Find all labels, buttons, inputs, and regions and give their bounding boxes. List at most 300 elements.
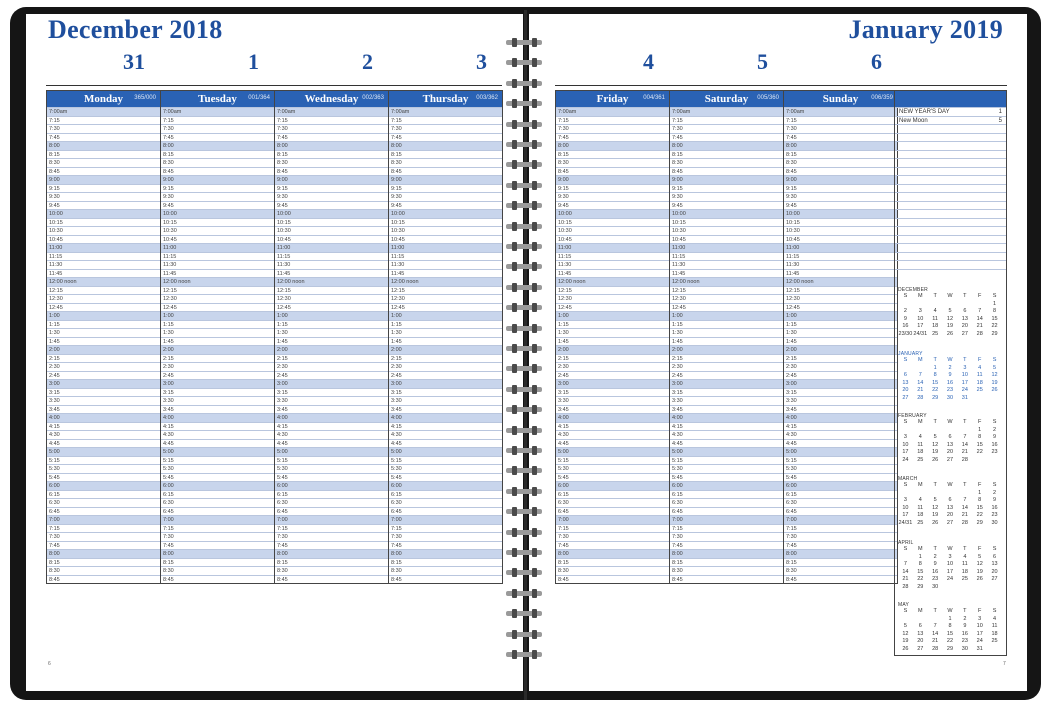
time-slot[interactable]: 9:15 <box>47 184 160 193</box>
time-slot[interactable]: 1:00 <box>784 311 897 320</box>
time-slot[interactable]: 7:45 <box>784 133 897 142</box>
time-slot[interactable]: 8:15 <box>784 558 897 567</box>
time-slot[interactable]: 10:00 <box>670 209 783 218</box>
time-slot[interactable]: 7:45 <box>161 541 274 550</box>
time-slot[interactable]: 12:00 noon <box>47 277 160 286</box>
time-slot[interactable]: 7:45 <box>670 541 783 550</box>
time-slot[interactable]: 2:00 <box>556 345 669 354</box>
time-slot[interactable]: 6:45 <box>784 507 897 516</box>
note-line[interactable] <box>895 107 1006 116</box>
time-slot[interactable]: 4:45 <box>275 439 388 448</box>
time-slot[interactable]: 12:30 <box>389 294 502 303</box>
time-slot[interactable]: 5:45 <box>161 473 274 482</box>
time-slot[interactable]: 6:00 <box>389 481 502 490</box>
time-slot[interactable]: 10:30 <box>670 226 783 235</box>
time-slot[interactable]: 3:00 <box>161 379 274 388</box>
time-slot[interactable]: 10:00 <box>784 209 897 218</box>
time-slot[interactable]: 4:45 <box>784 439 897 448</box>
time-slot[interactable]: 8:00 <box>47 141 160 150</box>
time-slot[interactable]: 10:30 <box>556 226 669 235</box>
time-slot[interactable]: 12:15 <box>556 286 669 295</box>
time-slot[interactable]: 6:00 <box>161 481 274 490</box>
time-slot[interactable]: 8:45 <box>784 575 897 584</box>
time-slot[interactable]: 4:15 <box>389 422 502 431</box>
time-slot[interactable]: 12:15 <box>389 286 502 295</box>
time-slot[interactable]: 12:45 <box>556 303 669 312</box>
time-slot[interactable]: 10:00 <box>161 209 274 218</box>
time-slot[interactable]: 10:45 <box>161 235 274 244</box>
time-slot[interactable]: 8:30 <box>275 158 388 167</box>
time-slot[interactable]: 7:45 <box>389 133 502 142</box>
time-slot[interactable]: 7:45 <box>556 541 669 550</box>
time-slot[interactable]: 1:15 <box>389 320 502 329</box>
time-slot[interactable]: 8:30 <box>670 158 783 167</box>
time-slot[interactable]: 7:30 <box>670 532 783 541</box>
time-slot[interactable]: 7:30 <box>784 124 897 133</box>
time-slot[interactable]: 11:00 <box>275 243 388 252</box>
time-slot[interactable]: 11:15 <box>47 252 160 261</box>
time-slot[interactable]: 10:30 <box>389 226 502 235</box>
time-slot[interactable]: 7:15 <box>556 524 669 533</box>
time-slot[interactable]: 5:15 <box>47 456 160 465</box>
time-slot[interactable]: 4:45 <box>556 439 669 448</box>
time-slot[interactable]: 9:45 <box>784 201 897 210</box>
time-slot[interactable]: 11:15 <box>670 252 783 261</box>
time-slot[interactable]: 2:30 <box>670 362 783 371</box>
time-slot[interactable]: 7:30 <box>784 532 897 541</box>
time-slot[interactable]: 11:45 <box>556 269 669 278</box>
time-slot[interactable]: 5:45 <box>47 473 160 482</box>
time-slot[interactable]: 7:30 <box>556 124 669 133</box>
time-slot[interactable]: 8:30 <box>161 566 274 575</box>
time-slot[interactable]: 5:15 <box>161 456 274 465</box>
time-slot[interactable]: 6:30 <box>556 498 669 507</box>
time-slot[interactable]: 7:45 <box>47 133 160 142</box>
time-slot[interactable]: 11:30 <box>556 260 669 269</box>
time-slot[interactable]: 12:45 <box>161 303 274 312</box>
time-slot[interactable]: 8:15 <box>670 558 783 567</box>
time-slot[interactable]: 10:45 <box>275 235 388 244</box>
time-slot[interactable]: 7:30 <box>161 124 274 133</box>
time-slot[interactable]: 6:15 <box>389 490 502 499</box>
time-slot[interactable]: 1:00 <box>161 311 274 320</box>
time-slot[interactable]: 11:15 <box>275 252 388 261</box>
time-slot[interactable]: 8:00 <box>389 549 502 558</box>
time-slot[interactable]: 5:15 <box>784 456 897 465</box>
time-slot[interactable]: 12:30 <box>556 294 669 303</box>
time-slot[interactable]: 11:30 <box>275 260 388 269</box>
time-slot[interactable]: 7:15 <box>161 524 274 533</box>
time-slot[interactable]: 9:45 <box>670 201 783 210</box>
time-slot[interactable]: 3:45 <box>670 405 783 414</box>
time-slot[interactable]: 1:00 <box>556 311 669 320</box>
time-slot[interactable]: 4:15 <box>161 422 274 431</box>
time-slot[interactable]: 8:45 <box>670 575 783 584</box>
time-slot[interactable]: 7:00 <box>389 515 502 524</box>
time-slot[interactable]: 5:30 <box>784 464 897 473</box>
time-slot[interactable]: 7:45 <box>389 541 502 550</box>
note-line[interactable] <box>895 124 1006 133</box>
time-slot[interactable]: 1:15 <box>556 320 669 329</box>
time-slot[interactable]: 10:45 <box>389 235 502 244</box>
time-slot[interactable]: 3:00 <box>670 379 783 388</box>
time-slot[interactable]: 12:00 noon <box>389 277 502 286</box>
time-slot[interactable]: 4:15 <box>47 422 160 431</box>
time-slot[interactable]: 4:45 <box>389 439 502 448</box>
time-slot[interactable]: 10:45 <box>784 235 897 244</box>
time-slot[interactable]: 4:00 <box>670 413 783 422</box>
time-slot[interactable]: 8:45 <box>161 167 274 176</box>
time-slot[interactable]: 9:00 <box>556 175 669 184</box>
time-slot[interactable]: 3:45 <box>389 405 502 414</box>
time-slot[interactable]: 6:30 <box>784 498 897 507</box>
time-slot[interactable]: 10:15 <box>556 218 669 227</box>
time-slot[interactable]: 12:45 <box>389 303 502 312</box>
time-slot[interactable]: 10:15 <box>389 218 502 227</box>
time-slot[interactable]: 7:00am <box>275 107 388 116</box>
time-slot[interactable]: 7:30 <box>47 532 160 541</box>
time-slot[interactable]: 12:15 <box>784 286 897 295</box>
time-slot[interactable]: 7:15 <box>47 524 160 533</box>
time-slot[interactable]: 6:00 <box>275 481 388 490</box>
time-slot[interactable]: 12:30 <box>161 294 274 303</box>
time-slot[interactable]: 2:15 <box>670 354 783 363</box>
time-slot[interactable]: 2:15 <box>556 354 669 363</box>
time-slot[interactable]: 10:15 <box>670 218 783 227</box>
time-slot[interactable]: 9:30 <box>389 192 502 201</box>
time-slot[interactable]: 4:00 <box>161 413 274 422</box>
time-slot[interactable]: 8:45 <box>556 167 669 176</box>
time-slot[interactable]: 8:15 <box>784 150 897 159</box>
time-slot[interactable]: 6:15 <box>47 490 160 499</box>
time-slot[interactable]: 8:00 <box>275 549 388 558</box>
time-slot[interactable]: 12:45 <box>784 303 897 312</box>
time-slot[interactable]: 9:30 <box>47 192 160 201</box>
time-slot[interactable]: 8:45 <box>275 167 388 176</box>
time-slot[interactable]: 11:30 <box>784 260 897 269</box>
time-slot[interactable]: 9:15 <box>784 184 897 193</box>
time-slot[interactable]: 6:00 <box>556 481 669 490</box>
time-slot[interactable]: 4:30 <box>389 430 502 439</box>
time-slot[interactable]: 2:15 <box>389 354 502 363</box>
time-slot[interactable]: 10:15 <box>161 218 274 227</box>
time-slot[interactable]: 8:15 <box>670 150 783 159</box>
time-slot[interactable]: 7:45 <box>670 133 783 142</box>
time-slot[interactable]: 6:00 <box>47 481 160 490</box>
time-slot[interactable]: 8:45 <box>784 167 897 176</box>
time-slot[interactable]: 12:45 <box>47 303 160 312</box>
time-slot[interactable]: 1:45 <box>556 337 669 346</box>
time-slot[interactable]: 4:00 <box>47 413 160 422</box>
time-slot[interactable]: 7:00am <box>389 107 502 116</box>
time-slot[interactable]: 1:15 <box>670 320 783 329</box>
time-slot[interactable]: 7:15 <box>784 524 897 533</box>
time-slot[interactable]: 7:45 <box>275 541 388 550</box>
note-line[interactable] <box>895 167 1006 176</box>
time-slot[interactable]: 8:30 <box>389 566 502 575</box>
note-line[interactable] <box>895 184 1006 193</box>
time-slot[interactable]: 6:45 <box>47 507 160 516</box>
time-slot[interactable]: 3:00 <box>389 379 502 388</box>
time-slot[interactable]: 5:45 <box>784 473 897 482</box>
time-slot[interactable]: 8:45 <box>47 575 160 584</box>
time-slot[interactable]: 12:30 <box>670 294 783 303</box>
time-slot[interactable]: 4:00 <box>556 413 669 422</box>
time-slot[interactable]: 6:30 <box>161 498 274 507</box>
time-slot[interactable]: 7:15 <box>784 116 897 125</box>
time-slot[interactable]: 3:30 <box>161 396 274 405</box>
time-slot[interactable]: 8:30 <box>275 566 388 575</box>
time-slot[interactable]: 8:30 <box>389 158 502 167</box>
note-line[interactable] <box>895 116 1006 125</box>
time-slot[interactable]: 1:30 <box>784 328 897 337</box>
time-slot[interactable]: 3:30 <box>47 396 160 405</box>
time-slot[interactable]: 12:30 <box>784 294 897 303</box>
time-slot[interactable]: 8:00 <box>784 141 897 150</box>
time-slot[interactable]: 8:15 <box>47 150 160 159</box>
time-slot[interactable]: 3:30 <box>389 396 502 405</box>
time-slot[interactable]: 9:15 <box>389 184 502 193</box>
time-slot[interactable]: 8:30 <box>784 566 897 575</box>
time-slot[interactable]: 2:30 <box>784 362 897 371</box>
time-slot[interactable]: 2:30 <box>161 362 274 371</box>
time-slot[interactable]: 10:45 <box>47 235 160 244</box>
time-slot[interactable]: 7:30 <box>556 532 669 541</box>
time-slot[interactable]: 7:30 <box>275 532 388 541</box>
time-slot[interactable]: 1:30 <box>556 328 669 337</box>
time-slot[interactable]: 9:30 <box>275 192 388 201</box>
time-slot[interactable]: 11:45 <box>389 269 502 278</box>
time-slot[interactable]: 3:15 <box>556 388 669 397</box>
time-slot[interactable]: 7:45 <box>47 541 160 550</box>
time-slot[interactable]: 1:15 <box>47 320 160 329</box>
time-slot[interactable]: 8:45 <box>670 167 783 176</box>
time-slot[interactable]: 11:00 <box>47 243 160 252</box>
time-slot[interactable]: 6:45 <box>556 507 669 516</box>
time-slot[interactable]: 9:15 <box>556 184 669 193</box>
time-slot[interactable]: 10:30 <box>47 226 160 235</box>
time-slot[interactable]: 1:45 <box>275 337 388 346</box>
time-slot[interactable]: 2:45 <box>275 371 388 380</box>
time-slot[interactable]: 8:00 <box>670 549 783 558</box>
time-slot[interactable]: 7:00am <box>161 107 274 116</box>
time-slot[interactable]: 5:45 <box>556 473 669 482</box>
time-slot[interactable]: 2:00 <box>389 345 502 354</box>
time-slot[interactable]: 2:45 <box>556 371 669 380</box>
time-slot[interactable]: 8:00 <box>275 141 388 150</box>
time-slot[interactable]: 11:00 <box>670 243 783 252</box>
time-slot[interactable]: 11:15 <box>161 252 274 261</box>
time-slot[interactable]: 4:00 <box>275 413 388 422</box>
time-slot[interactable]: 11:30 <box>161 260 274 269</box>
time-slot[interactable]: 7:00am <box>47 107 160 116</box>
time-slot[interactable]: 8:00 <box>161 141 274 150</box>
time-slot[interactable]: 9:00 <box>161 175 274 184</box>
time-slot[interactable]: 1:30 <box>389 328 502 337</box>
time-slot[interactable]: 5:00 <box>784 447 897 456</box>
time-slot[interactable]: 3:45 <box>161 405 274 414</box>
time-slot[interactable]: 9:00 <box>670 175 783 184</box>
time-slot[interactable]: 7:30 <box>389 532 502 541</box>
note-line[interactable] <box>895 226 1006 235</box>
time-slot[interactable]: 8:15 <box>47 558 160 567</box>
time-slot[interactable]: 3:15 <box>670 388 783 397</box>
time-slot[interactable]: 7:15 <box>47 116 160 125</box>
time-slot[interactable]: 8:30 <box>47 158 160 167</box>
time-slot[interactable]: 12:15 <box>161 286 274 295</box>
time-slot[interactable]: 3:30 <box>784 396 897 405</box>
time-slot[interactable]: 4:30 <box>161 430 274 439</box>
time-slot[interactable]: 3:45 <box>556 405 669 414</box>
time-slot[interactable]: 8:15 <box>389 150 502 159</box>
time-slot[interactable]: 10:30 <box>161 226 274 235</box>
time-slot[interactable]: 11:45 <box>670 269 783 278</box>
time-slot[interactable]: 12:30 <box>275 294 388 303</box>
time-slot[interactable]: 9:30 <box>784 192 897 201</box>
time-slot[interactable]: 8:15 <box>389 558 502 567</box>
time-slot[interactable]: 7:15 <box>389 116 502 125</box>
time-slot[interactable]: 8:30 <box>784 158 897 167</box>
time-slot[interactable]: 9:45 <box>161 201 274 210</box>
time-slot[interactable]: 9:30 <box>670 192 783 201</box>
time-slot[interactable]: 2:45 <box>161 371 274 380</box>
note-line[interactable] <box>895 201 1006 210</box>
time-slot[interactable]: 7:30 <box>275 124 388 133</box>
time-slot[interactable]: 8:00 <box>556 549 669 558</box>
time-slot[interactable]: 9:15 <box>275 184 388 193</box>
time-slot[interactable]: 2:15 <box>784 354 897 363</box>
time-slot[interactable]: 5:15 <box>275 456 388 465</box>
time-slot[interactable]: 11:00 <box>784 243 897 252</box>
time-slot[interactable]: 3:30 <box>556 396 669 405</box>
time-slot[interactable]: 3:45 <box>275 405 388 414</box>
time-slot[interactable]: 8:45 <box>389 575 502 584</box>
time-slot[interactable]: 5:45 <box>275 473 388 482</box>
time-slot[interactable]: 4:30 <box>275 430 388 439</box>
time-slot[interactable]: 8:00 <box>47 549 160 558</box>
time-slot[interactable]: 5:30 <box>275 464 388 473</box>
time-slot[interactable]: 8:15 <box>161 558 274 567</box>
note-line[interactable] <box>895 243 1006 252</box>
time-slot[interactable]: 9:45 <box>47 201 160 210</box>
time-slot[interactable]: 7:15 <box>670 116 783 125</box>
time-slot[interactable]: 7:15 <box>670 524 783 533</box>
time-slot[interactable]: 8:30 <box>556 566 669 575</box>
time-slot[interactable]: 3:15 <box>784 388 897 397</box>
time-slot[interactable]: 11:15 <box>556 252 669 261</box>
time-slot[interactable]: 5:00 <box>275 447 388 456</box>
time-slot[interactable]: 5:00 <box>389 447 502 456</box>
time-slot[interactable]: 8:15 <box>556 558 669 567</box>
time-slot[interactable]: 1:45 <box>389 337 502 346</box>
time-slot[interactable]: 3:15 <box>161 388 274 397</box>
time-slot[interactable]: 9:45 <box>556 201 669 210</box>
time-slot[interactable]: 4:15 <box>670 422 783 431</box>
time-slot[interactable]: 11:45 <box>275 269 388 278</box>
time-slot[interactable]: 5:15 <box>670 456 783 465</box>
note-line[interactable] <box>895 260 1006 269</box>
time-slot[interactable]: 7:00am <box>670 107 783 116</box>
time-slot[interactable]: 7:00 <box>47 515 160 524</box>
time-slot[interactable]: 1:30 <box>275 328 388 337</box>
note-line[interactable] <box>895 141 1006 150</box>
time-slot[interactable]: 2:45 <box>670 371 783 380</box>
time-slot[interactable]: 8:00 <box>784 549 897 558</box>
time-slot[interactable]: 7:30 <box>161 532 274 541</box>
time-slot[interactable]: 8:30 <box>161 158 274 167</box>
time-slot[interactable]: 3:30 <box>670 396 783 405</box>
time-slot[interactable]: 1:30 <box>47 328 160 337</box>
time-slot[interactable]: 10:00 <box>47 209 160 218</box>
time-slot[interactable]: 2:30 <box>556 362 669 371</box>
note-line[interactable] <box>895 218 1006 227</box>
time-slot[interactable]: 2:30 <box>275 362 388 371</box>
time-slot[interactable]: 8:15 <box>275 150 388 159</box>
time-slot[interactable]: 10:15 <box>275 218 388 227</box>
time-slot[interactable]: 5:00 <box>556 447 669 456</box>
time-slot[interactable]: 5:15 <box>556 456 669 465</box>
time-slot[interactable]: 6:30 <box>670 498 783 507</box>
time-slot[interactable]: 8:00 <box>670 141 783 150</box>
time-slot[interactable]: 10:45 <box>670 235 783 244</box>
time-slot[interactable]: 11:00 <box>556 243 669 252</box>
time-slot[interactable]: 5:15 <box>389 456 502 465</box>
time-slot[interactable]: 12:15 <box>670 286 783 295</box>
time-slot[interactable]: 7:45 <box>784 541 897 550</box>
time-slot[interactable]: 4:45 <box>161 439 274 448</box>
time-slot[interactable]: 5:30 <box>161 464 274 473</box>
time-slot[interactable]: 8:45 <box>275 575 388 584</box>
time-slot[interactable]: 9:00 <box>784 175 897 184</box>
time-slot[interactable]: 8:30 <box>47 566 160 575</box>
time-slot[interactable]: 11:15 <box>389 252 502 261</box>
time-slot[interactable]: 10:45 <box>556 235 669 244</box>
time-slot[interactable]: 6:30 <box>389 498 502 507</box>
time-slot[interactable]: 3:30 <box>275 396 388 405</box>
time-slot[interactable]: 12:45 <box>670 303 783 312</box>
time-slot[interactable]: 3:00 <box>556 379 669 388</box>
time-slot[interactable]: 7:45 <box>161 133 274 142</box>
time-slot[interactable]: 1:45 <box>161 337 274 346</box>
time-slot[interactable]: 7:30 <box>670 124 783 133</box>
time-slot[interactable]: 6:30 <box>275 498 388 507</box>
time-slot[interactable]: 11:45 <box>47 269 160 278</box>
time-slot[interactable]: 11:45 <box>161 269 274 278</box>
time-slot[interactable]: 9:00 <box>47 175 160 184</box>
time-slot[interactable]: 4:30 <box>47 430 160 439</box>
time-slot[interactable]: 9:00 <box>275 175 388 184</box>
time-slot[interactable]: 2:45 <box>389 371 502 380</box>
time-slot[interactable]: 8:45 <box>389 167 502 176</box>
time-slot[interactable]: 5:00 <box>47 447 160 456</box>
time-slot[interactable]: 7:30 <box>389 124 502 133</box>
time-slot[interactable]: 3:45 <box>784 405 897 414</box>
time-slot[interactable]: 7:00 <box>275 515 388 524</box>
time-slot[interactable]: 5:45 <box>670 473 783 482</box>
time-slot[interactable]: 7:45 <box>275 133 388 142</box>
time-slot[interactable]: 8:30 <box>556 158 669 167</box>
time-slot[interactable]: 12:45 <box>275 303 388 312</box>
time-slot[interactable]: 9:30 <box>556 192 669 201</box>
time-slot[interactable]: 1:15 <box>784 320 897 329</box>
time-slot[interactable]: 2:45 <box>47 371 160 380</box>
time-slot[interactable]: 12:30 <box>47 294 160 303</box>
time-slot[interactable]: 8:00 <box>556 141 669 150</box>
time-slot[interactable]: 4:00 <box>389 413 502 422</box>
time-slot[interactable]: 7:15 <box>389 524 502 533</box>
time-slot[interactable]: 7:00am <box>784 107 897 116</box>
time-slot[interactable]: 5:30 <box>389 464 502 473</box>
